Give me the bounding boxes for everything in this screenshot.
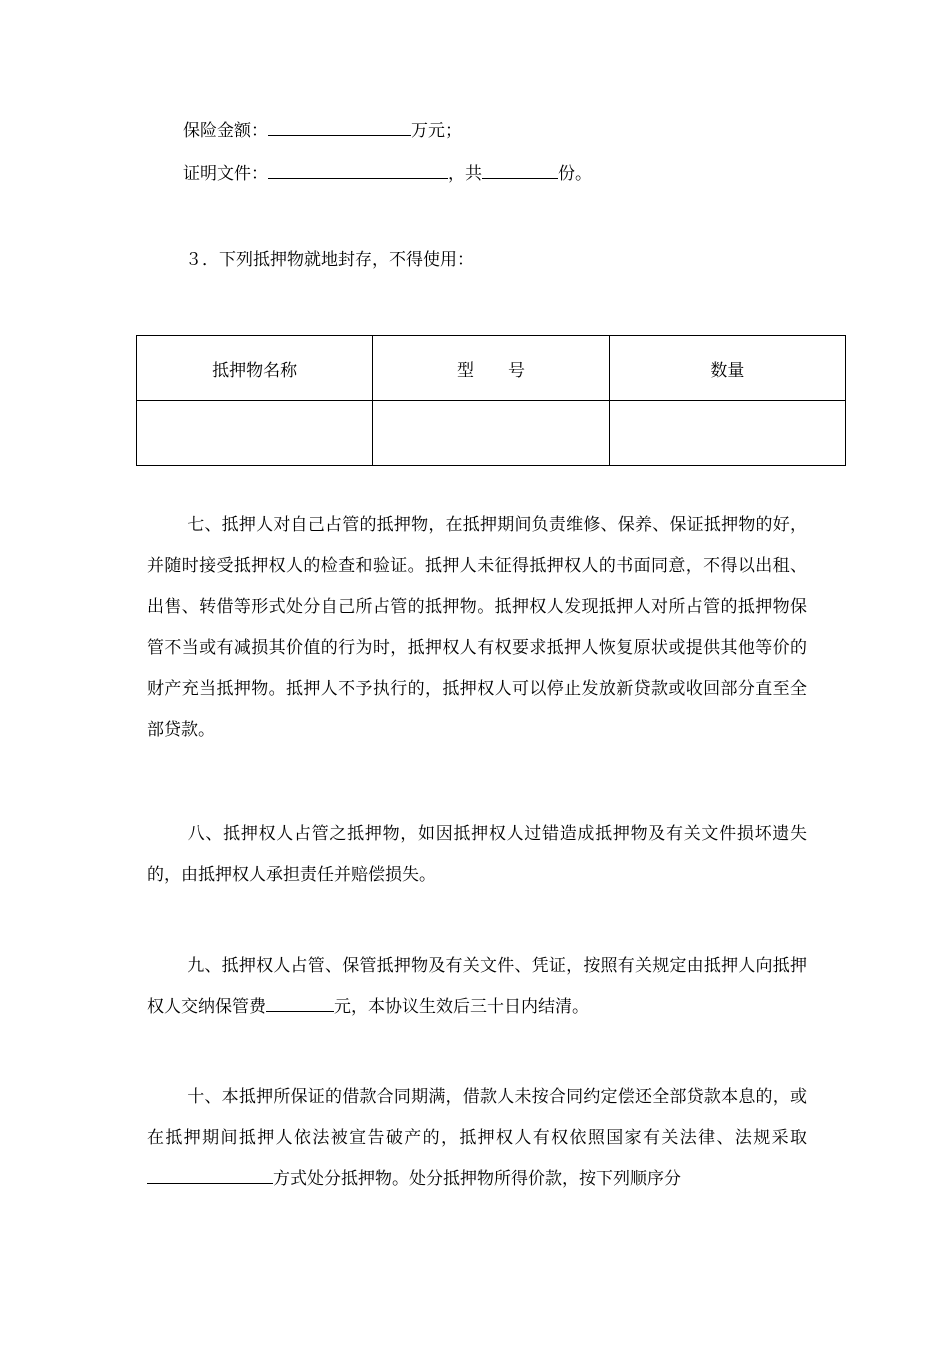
- clause-10-text-before: 十、本抵押所保证的借款合同期满，借款人未按合同约定偿还全部贷款本息的，或在抵押期间抵押人依法被宣告破产的，抵押权人有权依照国家有关法律、法规采取: [147, 1087, 807, 1148]
- cell-quantity[interactable]: [609, 401, 845, 466]
- certificate-middle: ，共: [448, 164, 482, 184]
- certificate-label: 证明文件：: [183, 164, 268, 184]
- clause-10-text-after: 方式处分抵押物。处分抵押物所得价款，按下列顺序分: [273, 1169, 681, 1189]
- clause-9-text-after: 元，本协议生效后三十日内结清。: [334, 997, 589, 1017]
- clause-8-text: 八、抵押权人占管之抵押物，如因抵押权人过错造成抵押物及有关文件损坏遗失的，由抵押权人承担责任并赔偿损失。: [147, 824, 807, 885]
- insurance-amount-line: [183, 117, 462, 143]
- certificate-count-blank[interactable]: [482, 160, 558, 179]
- header-collateral-name: 抵押物名称: [137, 336, 373, 401]
- cell-model[interactable]: [373, 401, 609, 466]
- insurance-amount-suffix: 万元；: [411, 121, 462, 141]
- item-3-heading: ３．下列抵押物就地封存，不得使用：: [185, 250, 474, 270]
- clause-9: [147, 946, 807, 1028]
- insurance-amount-blank[interactable]: [268, 117, 411, 136]
- table-row: [137, 401, 846, 466]
- certificate-suffix: 份。: [558, 164, 592, 184]
- clause-10: [147, 1077, 807, 1200]
- clause-8: [147, 814, 807, 896]
- table-header-row: [137, 336, 846, 401]
- clause-9-text-before: 九、抵押权人占管、保管抵押物及有关文件、凭证，按照有关规定由抵押人向抵押权人交纳保管费: [147, 956, 807, 1017]
- certificate-line: [183, 160, 592, 186]
- collateral-table: [136, 335, 846, 466]
- storage-fee-blank[interactable]: [266, 993, 334, 1012]
- insurance-amount-label: 保险金额：: [183, 121, 268, 141]
- disposal-method-blank[interactable]: [147, 1165, 273, 1184]
- clause-7-text: 七、抵押人对自己占管的抵押物，在抵押期间负责维修、保养、保证抵押物的好，并随时接受抵押权人的检查和验证。抵押人未征得抵押权人的书面同意，不得以出租、出售、转借等形式处分自己所占管的抵押物。抵押权人发现抵押人对所占管的抵押物保管不当或有减损其价值的行为时，抵押权人有权要求抵押人恢复原状或提供其他等价的财产充当抵押物。抵押人不予执行的，抵押权人可以停止发放新贷款或收回部分直至全部贷款。: [147, 515, 807, 740]
- clause-7: [147, 505, 807, 751]
- certificate-name-blank[interactable]: [268, 160, 448, 179]
- cell-collateral-name[interactable]: [137, 401, 373, 466]
- header-quantity: 数量: [609, 336, 845, 401]
- header-model: 型 号: [373, 336, 609, 401]
